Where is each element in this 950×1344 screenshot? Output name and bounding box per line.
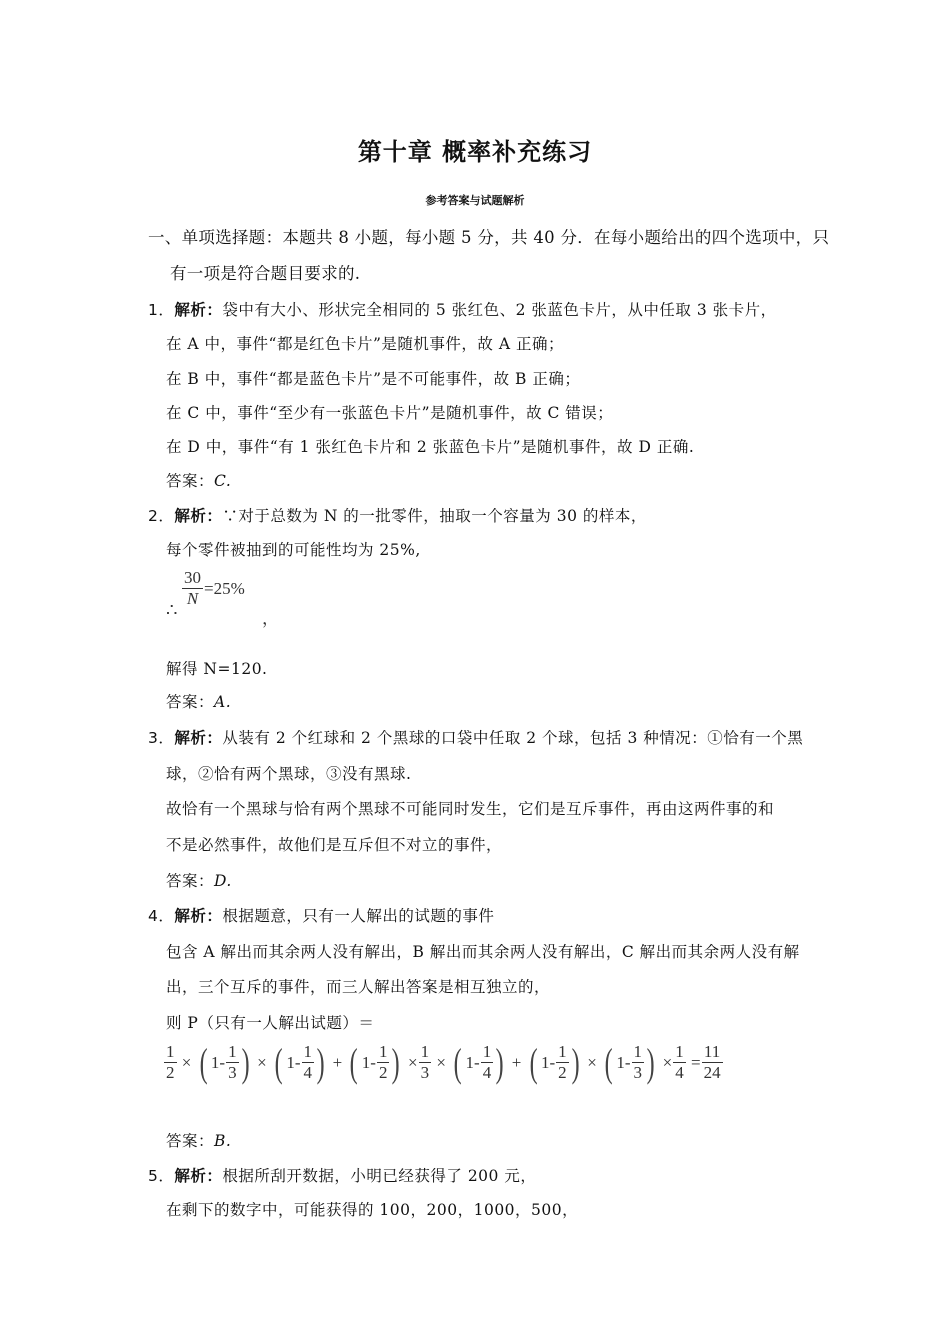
formula-denominator: 3 [420,1063,430,1082]
q1-answer [166,469,231,491]
formula-times: × [408,1052,418,1072]
q4-answer [166,1129,231,1151]
q5-number: 5． [148,1167,175,1185]
q2-label: 解析： [174,507,223,525]
page-subtitle: 参考答案与试题解析 [425,194,525,207]
q2-fraction-numerator: 30 [184,568,201,587]
q4-line3: 出，三个互斥的事件，而三人解出答案是相互独立的， [166,978,551,996]
q2-number: 2． [148,507,175,525]
formula-numerator: 1 [228,1042,237,1061]
q4-answer-value: B. [214,1132,232,1150]
formula-one-minus: 1- [286,1052,301,1072]
q2-solve: 解得 N=120. [166,660,268,678]
formula-times: × [257,1052,267,1072]
formula-numerator: 1 [303,1042,313,1061]
formula-result-denominator: 24 [703,1063,721,1082]
q1-number: 1． [148,301,175,319]
q3-text: 从装有 2 个红球和 2 个黑球的口袋中任取 2 个球，包括 3 种情况：①恰有一个黑 [222,729,804,747]
q1-answer-value: C. [214,472,232,490]
q2-comma: ， [262,609,279,628]
q2-answer-label: 答案： [166,693,215,711]
formula-denominator: 2 [166,1063,175,1082]
formula-numerator: 1 [420,1042,430,1061]
q4-line4: 则 P（只有一人解出试题）＝ [166,1014,375,1032]
q5-text: 根据所刮开数据，小明已经获得了 200 元， [222,1167,537,1185]
q3-answer [166,869,232,891]
formula-times: × [181,1052,192,1072]
q1-label: 解析： [174,301,223,319]
q2-fraction-rhs: =25% [204,578,245,598]
q1-option-d: 在 D 中，事件“有 1 张红色卡片和 2 张蓝色卡片”是随机事件，故 D 正确. [166,438,695,456]
q2-text: ∵对于总数为 N 的一批零件，抽取一个容量为 30 的样本， [222,507,647,525]
q2-answer-value: A. [214,693,232,711]
q5-line [148,1164,536,1186]
formula-times: × [436,1052,446,1072]
q2-fraction [182,568,246,609]
formula-denominator: 4 [675,1063,684,1082]
formula-denominator: 3 [228,1063,237,1082]
q4-answer-label: 答案： [166,1132,215,1150]
q1-text: 袋中有大小、形状完全相同的 5 张红色、2 张蓝色卡片，从中任取 3 张卡片， [222,301,777,319]
formula-numerator: 1 [482,1042,492,1061]
formula-numerator: 1 [558,1042,567,1061]
formula-numerator: 1 [633,1042,643,1061]
formula-numerator: 1 [166,1042,175,1061]
section-heading-line2: 有一项是符合题目要求的. [170,264,361,283]
q3-answer-label: 答案： [166,872,215,890]
q4-number: 4． [148,907,175,925]
q1-answer-label: 答案： [166,472,215,490]
formula-plus: + [511,1052,522,1072]
q1-option-b: 在 B 中，事件“都是蓝色卡片”是不可能事件，故 B 正确； [166,370,581,388]
formula-times: × [662,1052,673,1072]
formula-denominator: 4 [482,1063,492,1082]
q3-line3: 故恰有一个黑球与恰有两个黑球不可能同时发生，它们是互斥事件，再由这两件事的和 [166,800,775,818]
formula-denominator: 2 [378,1063,388,1082]
q5-label: 解析： [174,1167,223,1185]
q3-line [148,726,803,748]
formula-denominator: 2 [558,1063,567,1082]
formula-numerator: 1 [675,1042,684,1061]
q4-line2: 包含 A 解出而其余两人没有解出，B 解出而其余两人没有解出，C 解出而其余两人没有解 [166,943,800,961]
q1-option-a: 在 A 中，事件“都是红色卡片”是随机事件，故 A 正确； [166,335,564,353]
formula-numerator: 1 [378,1042,388,1061]
q3-line4: 不是必然事件，故他们是互斥但不对立的事件， [166,836,503,854]
q1-option-c: 在 C 中，事件“至少有一张蓝色卡片”是随机事件，故 C 错误； [166,404,614,422]
q4-formula: $\frac{1}{2}$ × ( 1- $\frac{1}{3}$ ) × ( 1- $\frac{1}{4}$ ) + ( 1- $\frac{1}{2}$ ) × $\frac{1}{3}$ × ( 1- $\frac{1}{4}$ ) + ( 1- $\frac{1}{2}$ ) × ( 1- $\frac{1}{3}$ ) × $\frac{1}{4}$ = $\frac{11}{24}$ [166,1039,721,1085]
section-heading-line1: 一、单项选择题：本题共 8 小题，每小题 5 分，共 40 分．在每小题给出的四个选项中，只 [148,228,830,247]
formula-one-minus: 1- [616,1052,631,1072]
formula-equals: = [690,1052,701,1072]
q2-fraction-denominator: N [186,589,199,608]
q3-line2: 球，②恰有两个黑球，③没有黑球. [166,765,412,783]
q3-label: 解析： [174,729,223,747]
q2-line2: 每个零件被抽到的可能性均为 25%, [166,541,421,559]
formula-times: × [587,1052,597,1072]
formula-denominator: 3 [633,1063,643,1082]
q1-line [148,298,777,320]
q2-answer [166,690,231,712]
q4-label: 解析： [174,907,223,925]
page-title: 第十章 概率补充练习 [357,138,593,166]
q4-text: 根据题意，只有一人解出的试题的事件 [222,907,495,925]
q3-answer-value: D. [214,872,232,890]
formula-denominator: 4 [303,1063,313,1082]
q2-therefore-symbol: ∴ [166,600,178,620]
formula-one-minus: 1- [465,1052,480,1072]
formula-one-minus: 1- [361,1052,376,1072]
formula-plus: + [332,1052,343,1072]
q5-line2: 在剩下的数字中，可能获得的 100，200，1000，500， [166,1201,579,1219]
formula-one-minus: 1- [210,1052,226,1072]
formula-result-numerator: 11 [702,1042,723,1063]
q4-line [148,904,494,926]
formula-one-minus: 1- [540,1052,556,1072]
q3-number: 3． [148,729,175,747]
q2-line [148,504,647,526]
